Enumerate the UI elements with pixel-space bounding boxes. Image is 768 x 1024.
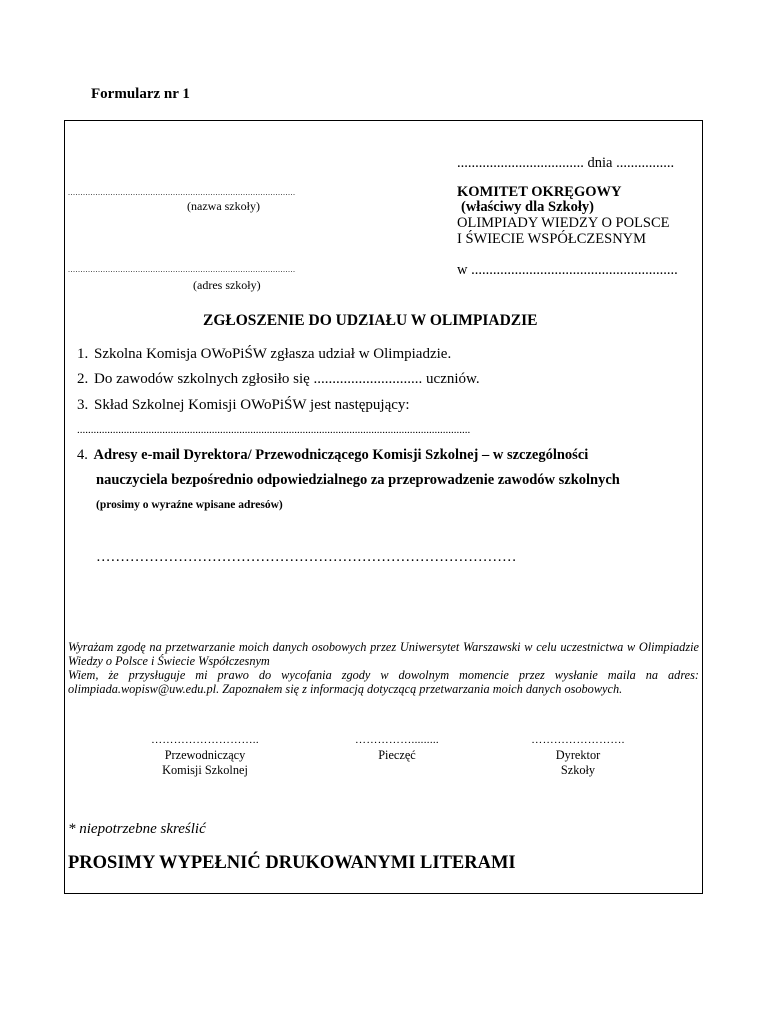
form-title: Formularz nr 1 [91,86,190,102]
consent-text [68,640,699,696]
item-number: 2. [77,371,89,387]
school-address-label: (adres szkoły) [193,278,261,292]
recipient-competent: (właściwy dla Szkoły) [461,199,594,215]
signature-label-2: Szkoły [560,763,596,777]
consent-line-1: Wyrażam zgodę na przetwarzanie moich danych osobowych przez Uniwersytet Warszawski w celu uczestnictwa w Olimpiadzie Wiedzy o Polsce i Świecie Współczesnym [68,640,699,668]
item-number: 4. [77,447,88,463]
form-heading: ZGŁOSZENIE DO UDZIAŁU W OLIMPIADZIE [203,312,538,329]
signature-label-2: Komisji Szkolnej [162,763,248,777]
item-number: 3. [77,397,89,413]
signature-dots: ……………………. [531,734,625,746]
school-address-dots: ........................................................................................... [68,265,296,274]
recipient-olympiad: OLIMPIADY WIEDZY O POLSCE [457,215,670,231]
item-4-text: Adresy e-mail Dyrektora/ Przewodniczącego Komisji Szkolnej – w szczególności [93,447,589,463]
item-2 [77,371,480,388]
item-4-line-1 [77,447,588,464]
signature-director [503,733,653,778]
signature-dots: ……………......... [355,734,439,746]
item-text: Do zawodów szkolnych zgłosiło się ............................. uczniów. [94,371,480,387]
date-line: ................................... dnia ................ [457,155,675,171]
item-1 [77,346,451,363]
item-4-dots: …………………………………………………………………………… [96,549,517,565]
item-4-note: (prosimy o wyraźne wpisane adresów) [96,499,283,511]
item-number: 1. [77,346,89,362]
footnote: * niepotrzebne skreślić [68,821,206,837]
signature-dots: ……………………….. [151,734,259,746]
consent-line-2: Wiem, że przysługuje mi prawo do wycofania zgody w dowolnym momencie przez wysłanie maila na adres: olimpiada.wopisw@uw.edu.pl. Zapoznałem się z informacją dotyczącą przetwarzania moich danych osobowych. [68,668,699,696]
item-4-line-2: nauczyciela bezpośrednio odpowiedzialnego za przeprowadzenie zawodów szkolnych [96,472,620,488]
school-name-label: (nazwa szkoły) [187,199,260,213]
recipient-location-line: w ......................................................... [457,262,678,278]
item-3 [77,397,410,414]
signature-stamp [322,733,472,763]
recipient-world: I ŚWIECIE WSPÓŁCZESNYM [457,231,647,247]
final-note: PROSIMY WYPEŁNIĆ DRUKOWANYMI LITERAMI [68,853,516,873]
item-3-dots: ............................................................................................................................................... [77,424,471,436]
item-text: Szkolna Komisja OWoPiŚW zgłasza udział w Olimpiadzie. [94,346,452,362]
signature-chairman [120,733,290,778]
school-name-dots: ........................................................................................... [68,188,296,197]
item-text: Skład Szkolnej Komisji OWoPiŚW jest następujący: [94,397,410,413]
signature-label-1: Dyrektor [555,748,601,762]
signature-label-1: Pieczęć [378,748,416,762]
signature-label-1: Przewodniczący [164,748,246,762]
recipient-committee: KOMITET OKRĘGOWY [457,184,622,200]
